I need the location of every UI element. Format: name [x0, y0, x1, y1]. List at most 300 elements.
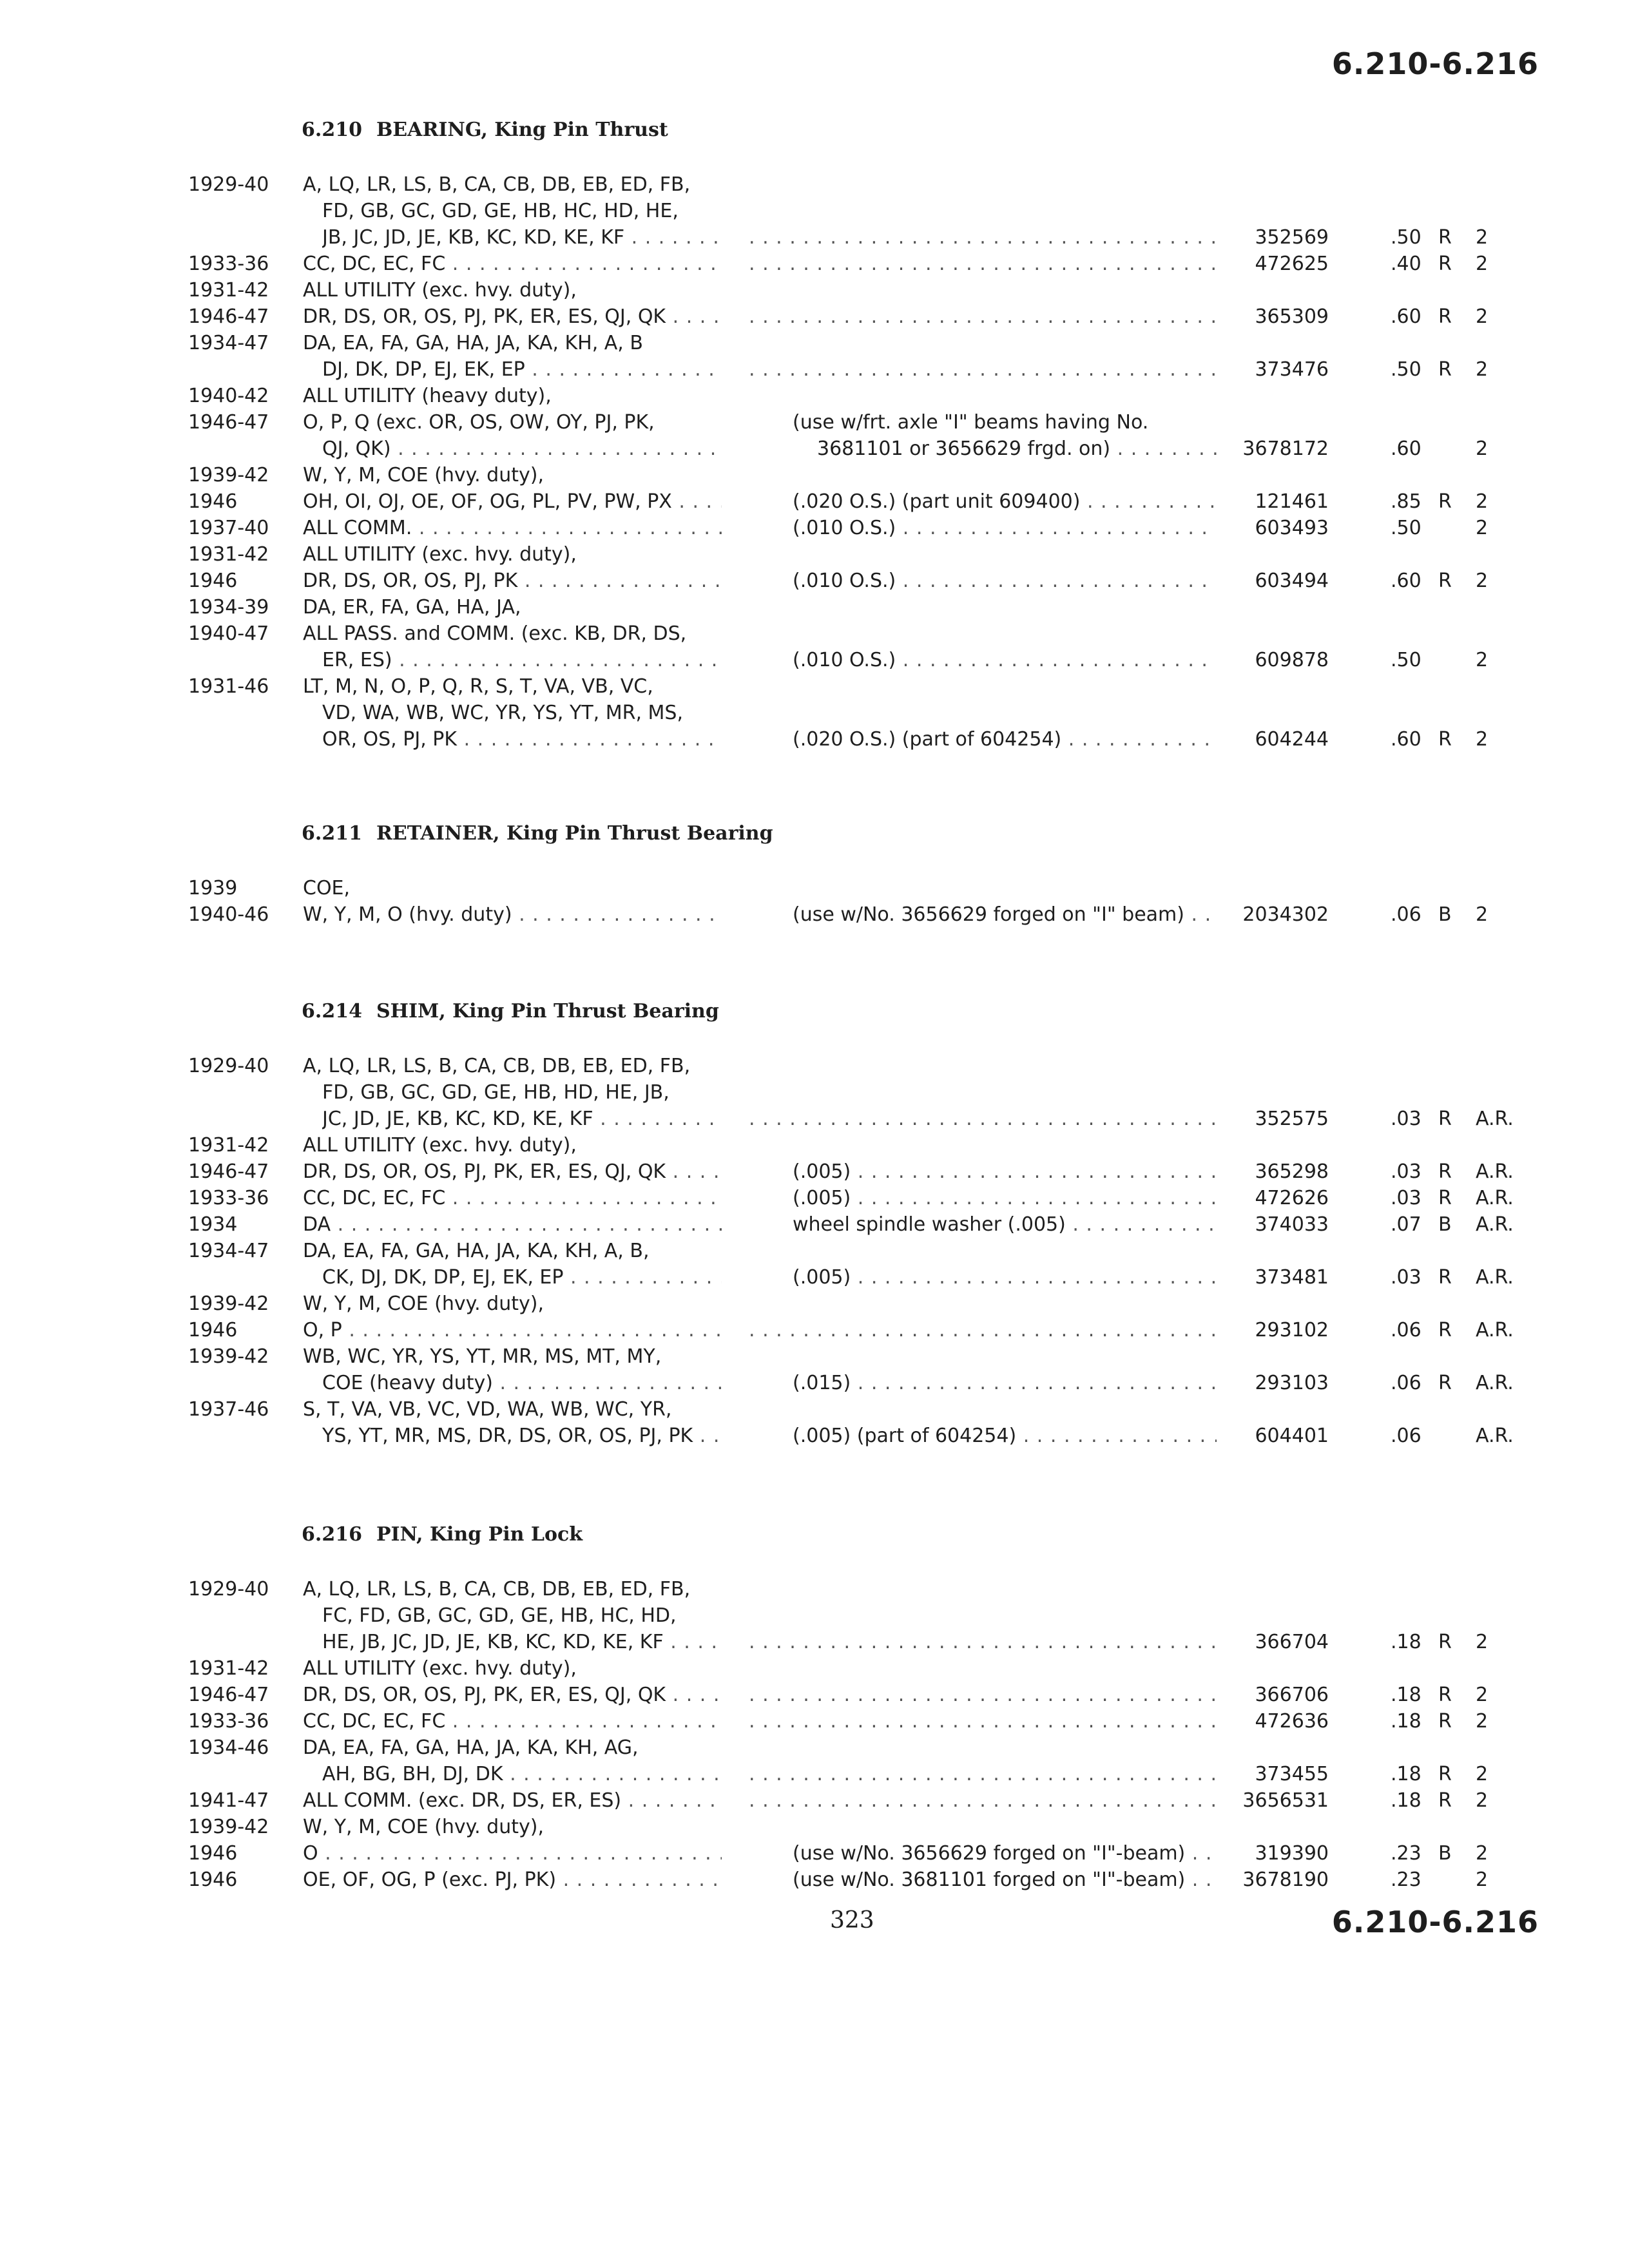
- row-line: [0, 1840, 1629, 1867]
- description: (.005) . . .: [793, 1158, 1217, 1185]
- parts-list: [0, 875, 1629, 928]
- row-line: [0, 1423, 1629, 1449]
- model-list: ALL PASS. and COMM. (exc. KB, DR, DS,: [303, 622, 687, 645]
- year-range: 1940-47: [188, 622, 269, 645]
- table-row: [0, 1708, 1629, 1735]
- table-row: [0, 515, 1629, 541]
- row-line: [0, 1735, 1629, 1761]
- price-code: R: [1438, 1789, 1452, 1812]
- quantity: 2: [1476, 903, 1489, 926]
- year-range: 1939-42: [188, 1816, 269, 1838]
- price-code: R: [1438, 1187, 1452, 1209]
- year-range: 1937-46: [188, 1398, 269, 1421]
- model-list: DA . . .: [303, 1211, 722, 1238]
- model-list: COE,: [303, 877, 351, 899]
- price: .60: [1391, 728, 1422, 751]
- quantity: A.R.: [1476, 1160, 1514, 1183]
- row-line: [0, 568, 1629, 594]
- section-number: 6.210: [302, 119, 362, 141]
- table-row: [0, 462, 1629, 515]
- year-range: 1946: [188, 1869, 238, 1891]
- model-list: W, Y, M, O (hvy. duty) . . .: [303, 901, 722, 928]
- model-list: O, P . . .: [303, 1317, 722, 1343]
- part-number: 603493: [1255, 517, 1329, 539]
- price: .06: [1391, 1425, 1422, 1447]
- price: .85: [1391, 490, 1422, 513]
- price-code: R: [1438, 1160, 1452, 1183]
- parts-list: [0, 1576, 1629, 1893]
- row-line: [0, 1238, 1629, 1264]
- row-line: [0, 1761, 1629, 1787]
- row-line: [0, 462, 1629, 488]
- table-row: [0, 1343, 1629, 1396]
- quantity: 2: [1476, 1789, 1489, 1812]
- description: (use w/No. 3656629 forged on "I"-beam) . . .: [793, 1840, 1217, 1867]
- row-line: [0, 1867, 1629, 1893]
- description: 3681101 or 3656629 frgd. on) . . .: [817, 436, 1217, 462]
- model-list: ALL UTILITY (heavy duty),: [303, 385, 552, 407]
- price-code: R: [1438, 1108, 1452, 1130]
- price-code: R: [1438, 1684, 1452, 1706]
- model-list: ALL UTILITY (exc. hvy. duty),: [303, 279, 577, 302]
- model-list: CC, DC, EC, FC . . .: [303, 1185, 722, 1211]
- price-code: B: [1438, 1213, 1452, 1236]
- model-list: FD, GB, GC, GD, GE, HB, HD, HE, JB,: [322, 1081, 670, 1104]
- table-row: [0, 1396, 1629, 1449]
- leader-dots: [749, 1317, 1217, 1343]
- year-range: 1946: [188, 1842, 238, 1865]
- row-line: [0, 875, 1629, 901]
- part-number: 352569: [1255, 226, 1329, 249]
- model-list: W, Y, M, COE (hvy. duty),: [303, 1293, 544, 1315]
- table-row: [0, 277, 1629, 330]
- price-code: R: [1438, 253, 1452, 275]
- price-code: R: [1438, 1710, 1452, 1733]
- table-row: [0, 383, 1629, 462]
- year-range: 1946-47: [188, 1160, 269, 1183]
- row-line: [0, 171, 1629, 198]
- model-list: DR, DS, OR, OS, PJ, PK, ER, ES, QJ, QK . . .: [303, 1158, 722, 1185]
- row-line: [0, 594, 1629, 620]
- part-number: 293103: [1255, 1372, 1329, 1394]
- row-line: [0, 488, 1629, 515]
- model-list: W, Y, M, COE (hvy. duty),: [303, 1816, 544, 1838]
- row-line: [0, 1814, 1629, 1840]
- row-line: [0, 1343, 1629, 1370]
- year-range: 1934-46: [188, 1736, 269, 1759]
- year-range: 1941-47: [188, 1789, 269, 1812]
- quantity: A.R.: [1476, 1425, 1514, 1447]
- model-list: CC, DC, EC, FC . . .: [303, 251, 722, 277]
- row-line: [0, 541, 1629, 568]
- year-range: 1929-40: [188, 173, 269, 196]
- table-row: [0, 1735, 1629, 1787]
- model-list: FD, GB, GC, GD, GE, HB, HC, HD, HE,: [322, 200, 679, 222]
- quantity: 2: [1476, 517, 1489, 539]
- leader-dots: [749, 1761, 1217, 1787]
- section-title: [302, 1000, 719, 1023]
- part-number: 472626: [1255, 1187, 1329, 1209]
- price: .50: [1391, 226, 1422, 249]
- year-range: 1931-46: [188, 675, 269, 698]
- row-line: [0, 1576, 1629, 1602]
- price-code: R: [1438, 305, 1452, 328]
- table-row: [0, 1655, 1629, 1708]
- row-line: [0, 1396, 1629, 1423]
- table-row: [0, 1185, 1629, 1211]
- table-row: [0, 171, 1629, 251]
- row-line: [0, 1106, 1629, 1132]
- price: .06: [1391, 1319, 1422, 1341]
- section-heading: BEARING, King Pin Thrust: [376, 119, 668, 141]
- part-number: 604401: [1255, 1425, 1329, 1447]
- quantity: A.R.: [1476, 1187, 1514, 1209]
- row-line: [0, 1629, 1629, 1655]
- leader-dots: [749, 251, 1217, 277]
- quantity: A.R.: [1476, 1108, 1514, 1130]
- row-line: [0, 383, 1629, 409]
- table-row: [0, 1814, 1629, 1867]
- leader-dots: [749, 1682, 1217, 1708]
- table-row: [0, 673, 1629, 753]
- price: .40: [1391, 253, 1422, 275]
- model-list: A, LQ, LR, LS, B, CA, CB, DB, EB, ED, FB,: [303, 1578, 691, 1600]
- part-number: 373481: [1255, 1266, 1329, 1289]
- year-range: 1946-47: [188, 1684, 269, 1706]
- row-line: [0, 251, 1629, 277]
- section-heading: SHIM, King Pin Thrust Bearing: [376, 1000, 719, 1023]
- row-line: [0, 647, 1629, 673]
- quantity: 2: [1476, 490, 1489, 513]
- model-list: ALL COMM. . . .: [303, 515, 722, 541]
- table-row: [0, 251, 1629, 277]
- row-line: [0, 224, 1629, 251]
- year-range: 1931-42: [188, 1657, 269, 1680]
- year-range: 1929-40: [188, 1578, 269, 1600]
- row-line: [0, 198, 1629, 224]
- table-row: [0, 330, 1629, 383]
- quantity: 2: [1476, 358, 1489, 381]
- description: (.015) . . .: [793, 1370, 1217, 1396]
- price: .03: [1391, 1187, 1422, 1209]
- model-list: ER, ES) . . .: [322, 647, 722, 673]
- model-list: OH, OI, OJ, OE, OF, OG, PL, PV, PW, PX . . .: [303, 488, 722, 515]
- section-number: 6.211: [302, 822, 362, 845]
- year-range: 1940-46: [188, 903, 269, 926]
- part-number: 366706: [1255, 1684, 1329, 1706]
- row-line: [0, 901, 1629, 928]
- part-number: 609878: [1255, 649, 1329, 671]
- model-list: DR, DS, OR, OS, PJ, PK, ER, ES, QJ, QK . . .: [303, 303, 722, 330]
- row-line: [0, 356, 1629, 383]
- model-list: O, P, Q (exc. OR, OS, OW, OY, PJ, PK,: [303, 411, 655, 434]
- table-row: [0, 1053, 1629, 1132]
- model-list: DR, DS, OR, OS, PJ, PK . . .: [303, 568, 722, 594]
- row-line: [0, 1317, 1629, 1343]
- year-range: 1946: [188, 1319, 238, 1341]
- part-number: 373455: [1255, 1763, 1329, 1785]
- leader-dots: [749, 1629, 1217, 1655]
- table-row: [0, 1291, 1629, 1343]
- leader-dots: [749, 303, 1217, 330]
- parts-list: [0, 1053, 1629, 1449]
- description: (.005) . . .: [793, 1185, 1217, 1211]
- quantity: A.R.: [1476, 1213, 1514, 1236]
- section-number: 6.214: [302, 1000, 362, 1023]
- row-line: [0, 515, 1629, 541]
- price-code: B: [1438, 1842, 1452, 1865]
- price: .18: [1391, 1684, 1422, 1706]
- page-header-code: 6.210-6.216: [1331, 46, 1539, 81]
- table-row: [0, 1576, 1629, 1655]
- quantity: 2: [1476, 1869, 1489, 1891]
- description: (.020 O.S.) (part of 604254) . . .: [793, 726, 1217, 753]
- quantity: 2: [1476, 437, 1489, 460]
- year-range: 1934: [188, 1213, 238, 1236]
- quantity: A.R.: [1476, 1372, 1514, 1394]
- price: .60: [1391, 437, 1422, 460]
- section-title: [302, 822, 773, 845]
- part-number: 373476: [1255, 358, 1329, 381]
- model-list: ALL UTILITY (exc. hvy. duty),: [303, 1657, 577, 1680]
- part-number: 365298: [1255, 1160, 1329, 1183]
- price-code: R: [1438, 1319, 1452, 1341]
- table-row: [0, 875, 1629, 928]
- model-list: YS, YT, MR, MS, DR, DS, OR, OS, PJ, PK . . .: [322, 1423, 722, 1449]
- model-list: JB, JC, JD, JE, KB, KC, KD, KE, KF . . .: [322, 224, 722, 251]
- description: (use w/No. 3681101 forged on "I"-beam) . . .: [793, 1867, 1217, 1893]
- section-heading: PIN, King Pin Lock: [376, 1523, 583, 1546]
- price-code: R: [1438, 490, 1452, 513]
- part-number: 366704: [1255, 1631, 1329, 1653]
- quantity: 2: [1476, 570, 1489, 592]
- price: .50: [1391, 517, 1422, 539]
- model-list: O . . .: [303, 1840, 722, 1867]
- quantity: A.R.: [1476, 1266, 1514, 1289]
- price-code: R: [1438, 570, 1452, 592]
- year-range: 1931-42: [188, 1134, 269, 1157]
- description: (.010 O.S.) . . .: [793, 568, 1217, 594]
- price-code: R: [1438, 728, 1452, 751]
- year-range: 1937-40: [188, 517, 269, 539]
- row-line: [0, 409, 1629, 436]
- model-list: AH, BG, BH, DJ, DK . . .: [322, 1761, 722, 1787]
- row-line: [0, 673, 1629, 700]
- leader-dots: [749, 1106, 1217, 1132]
- table-row: [0, 1211, 1629, 1238]
- row-line: [0, 330, 1629, 356]
- parts-list: [0, 171, 1629, 753]
- description: (.010 O.S.) . . .: [793, 515, 1217, 541]
- year-range: 1939-42: [188, 1345, 269, 1368]
- model-list: DA, EA, FA, GA, HA, JA, KA, KH, A, B,: [303, 1240, 650, 1262]
- model-list: ALL COMM. (exc. DR, DS, ER, ES) . . .: [303, 1787, 722, 1814]
- row-line: [0, 1708, 1629, 1735]
- row-line: [0, 1211, 1629, 1238]
- model-list: FC, FD, GB, GC, GD, GE, HB, HC, HD,: [322, 1604, 677, 1627]
- model-list: A, LQ, LR, LS, B, CA, CB, DB, EB, ED, FB,: [303, 1055, 691, 1077]
- price: .23: [1391, 1842, 1422, 1865]
- row-line: [0, 277, 1629, 303]
- table-row: [0, 1787, 1629, 1814]
- model-list: W, Y, M, COE (hvy. duty),: [303, 464, 544, 486]
- year-range: 1934-47: [188, 1240, 269, 1262]
- price: .18: [1391, 1763, 1422, 1785]
- price: .18: [1391, 1631, 1422, 1653]
- year-range: 1931-42: [188, 279, 269, 302]
- part-number: 3656531: [1242, 1789, 1329, 1812]
- price: .18: [1391, 1710, 1422, 1733]
- year-range: 1939-42: [188, 1293, 269, 1315]
- row-line: [0, 1655, 1629, 1682]
- year-range: 1939: [188, 877, 238, 899]
- description: (.005) (part of 604254) . . .: [793, 1423, 1217, 1449]
- model-list: OE, OF, OG, P (exc. PJ, PK) . . .: [303, 1867, 722, 1893]
- year-range: 1946: [188, 490, 238, 513]
- page-number: 323: [830, 1907, 874, 1934]
- price-code: R: [1438, 1372, 1452, 1394]
- row-line: [0, 1787, 1629, 1814]
- description: (use w/No. 3656629 forged on "I" beam) . . .: [793, 901, 1217, 928]
- row-line: [0, 1370, 1629, 1396]
- price: .07: [1391, 1213, 1422, 1236]
- year-range: 1940-42: [188, 385, 269, 407]
- year-range: 1933-36: [188, 1710, 269, 1733]
- price: .03: [1391, 1108, 1422, 1130]
- row-line: [0, 436, 1629, 462]
- model-list: HE, JB, JC, JD, JE, KB, KC, KD, KE, KF . . .: [322, 1629, 722, 1655]
- row-line: [0, 1264, 1629, 1291]
- model-list: ALL UTILITY (exc. hvy. duty),: [303, 543, 577, 566]
- model-list: ALL UTILITY (exc. hvy. duty),: [303, 1134, 577, 1157]
- price: .23: [1391, 1869, 1422, 1891]
- price: .06: [1391, 903, 1422, 926]
- description: (.010 O.S.) . . .: [793, 647, 1217, 673]
- year-range: 1934-39: [188, 596, 269, 619]
- price-code: R: [1438, 358, 1452, 381]
- part-number: 2034302: [1242, 903, 1329, 926]
- price: .06: [1391, 1372, 1422, 1394]
- part-number: 472625: [1255, 253, 1329, 275]
- row-line: [0, 1079, 1629, 1106]
- quantity: 2: [1476, 1631, 1489, 1653]
- row-line: [0, 726, 1629, 753]
- part-number: 603494: [1255, 570, 1329, 592]
- part-number: 365309: [1255, 305, 1329, 328]
- year-range: 1946: [188, 570, 238, 592]
- section-heading: RETAINER, King Pin Thrust Bearing: [376, 822, 773, 845]
- leader-dots: [749, 1787, 1217, 1814]
- price: .18: [1391, 1789, 1422, 1812]
- part-number: 293102: [1255, 1319, 1329, 1341]
- quantity: 2: [1476, 253, 1489, 275]
- price: .03: [1391, 1266, 1422, 1289]
- quantity: 2: [1476, 1684, 1489, 1706]
- price: .60: [1391, 570, 1422, 592]
- model-list: DA, EA, FA, GA, HA, JA, KA, KH, A, B: [303, 332, 643, 354]
- year-range: 1931-42: [188, 543, 269, 566]
- year-range: 1939-42: [188, 464, 269, 486]
- price: .03: [1391, 1160, 1422, 1183]
- row-line: [0, 1602, 1629, 1629]
- model-list: DA, ER, FA, GA, HA, JA,: [303, 596, 521, 619]
- price-code: R: [1438, 1266, 1452, 1289]
- description: wheel spindle washer (.005) . . .: [793, 1211, 1217, 1238]
- part-number: 472636: [1255, 1710, 1329, 1733]
- model-list: JC, JD, JE, KB, KC, KD, KE, KF . . .: [322, 1106, 722, 1132]
- part-number: 319390: [1255, 1842, 1329, 1865]
- price: .50: [1391, 649, 1422, 671]
- price-code: R: [1438, 226, 1452, 249]
- price: .50: [1391, 358, 1422, 381]
- model-list: A, LQ, LR, LS, B, CA, CB, DB, EB, ED, FB,: [303, 173, 691, 196]
- row-line: [0, 1132, 1629, 1158]
- quantity: A.R.: [1476, 1319, 1514, 1341]
- quantity: 2: [1476, 1763, 1489, 1785]
- model-list: DR, DS, OR, OS, PJ, PK, ER, ES, QJ, QK . . .: [303, 1682, 722, 1708]
- table-row: [0, 1238, 1629, 1291]
- part-number: 374033: [1255, 1213, 1329, 1236]
- row-line: [0, 1053, 1629, 1079]
- description: (.005) . . .: [793, 1264, 1217, 1291]
- year-range: 1933-36: [188, 1187, 269, 1209]
- model-list: LT, M, N, O, P, Q, R, S, T, VA, VB, VC,: [303, 675, 653, 698]
- price-code: R: [1438, 1631, 1452, 1653]
- model-list: QJ, QK) . . .: [322, 436, 722, 462]
- section-title: [302, 119, 668, 141]
- part-number: 3678190: [1242, 1869, 1329, 1891]
- year-range: 1933-36: [188, 253, 269, 275]
- quantity: 2: [1476, 728, 1489, 751]
- model-list: S, T, VA, VB, VC, VD, WA, WB, WC, YR,: [303, 1398, 672, 1421]
- row-line: [0, 620, 1629, 647]
- leader-dots: [749, 1708, 1217, 1735]
- quantity: 2: [1476, 305, 1489, 328]
- table-row: [0, 1132, 1629, 1185]
- model-list: VD, WA, WB, WC, YR, YS, YT, MR, MS,: [322, 702, 683, 724]
- model-list: WB, WC, YR, YS, YT, MR, MS, MT, MY,: [303, 1345, 662, 1368]
- quantity: 2: [1476, 226, 1489, 249]
- model-list: COE (heavy duty) . . .: [322, 1370, 722, 1396]
- leader-dots: [749, 356, 1217, 383]
- row-line: [0, 303, 1629, 330]
- year-range: 1929-40: [188, 1055, 269, 1077]
- part-number: 604244: [1255, 728, 1329, 751]
- page-footer-code: 6.210-6.216: [1331, 1905, 1539, 1939]
- year-range: 1946-47: [188, 411, 269, 434]
- part-number: 121461: [1255, 490, 1329, 513]
- year-range: 1934-47: [188, 332, 269, 354]
- part-number: 3678172: [1242, 437, 1329, 460]
- description: (.020 O.S.) (part unit 609400) . . .: [793, 488, 1217, 515]
- description: (use w/frt. axle "I" beams having No.: [793, 411, 1149, 434]
- row-line: [0, 700, 1629, 726]
- row-line: [0, 1291, 1629, 1317]
- table-row: [0, 541, 1629, 594]
- table-row: [0, 1867, 1629, 1893]
- model-list: OR, OS, PJ, PK . . .: [322, 726, 722, 753]
- section-title: [302, 1523, 583, 1546]
- row-line: [0, 1158, 1629, 1185]
- price: .60: [1391, 305, 1422, 328]
- model-list: DA, EA, FA, GA, HA, JA, KA, KH, AG,: [303, 1736, 639, 1759]
- quantity: 2: [1476, 1710, 1489, 1733]
- model-list: CC, DC, EC, FC . . .: [303, 1708, 722, 1735]
- part-number: 352575: [1255, 1108, 1329, 1130]
- price-code: R: [1438, 1763, 1452, 1785]
- row-line: [0, 1185, 1629, 1211]
- price-code: B: [1438, 903, 1452, 926]
